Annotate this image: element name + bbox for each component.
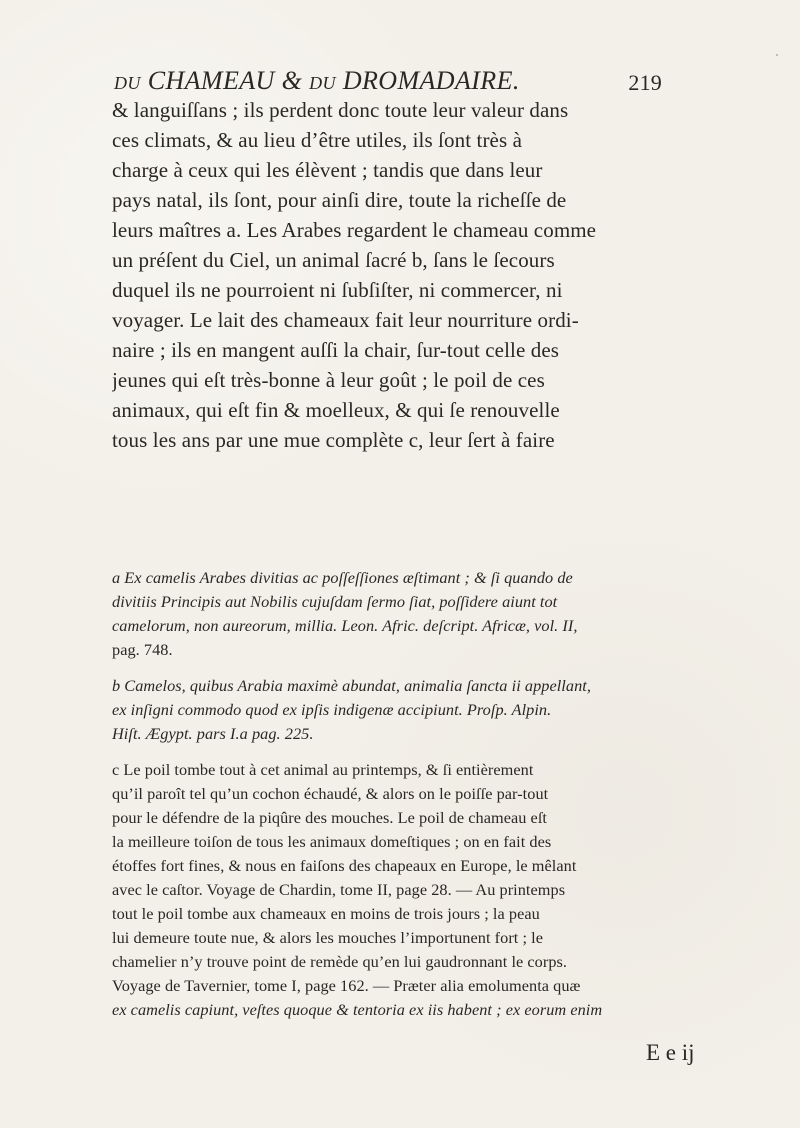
running-head-title: du CHAMEAU & du DROMADAIRE. <box>114 66 520 95</box>
main-line: leurs maîtres a. Les Arabes regardent le chameau comme <box>112 218 597 242</box>
main-line: animaux, qui eſt fin & moelleux, & qui ſe renouvelle <box>112 398 560 422</box>
footnote-line: chamelier n’y trouve point de remède qu’en lui gaudronnant le corps. <box>112 952 568 971</box>
main-line: naire ; ils en mangent auſſi la chair, ſur-tout celle des <box>112 338 560 362</box>
footnote-line: a Ex camelis Arabes divitias ac poſſeſſiones æſtimant ; & ſi quando de <box>112 568 573 587</box>
footnote-line: Voyage de Tavernier, tome I, page 162. — Præter alia emolumenta quæ <box>112 976 581 995</box>
main-line: pays natal, ils ſont, pour ainſi dire, toute la richeſſe de <box>112 188 567 212</box>
footnote-line: qu’il paroît tel qu’un cochon échaudé, & alors on le poiſſe par-tout <box>112 784 549 803</box>
running-head <box>114 66 662 100</box>
main-text <box>112 96 680 566</box>
footnote-line: pag. 748. <box>112 640 173 659</box>
main-line: duquel ils ne pourroient ni ſubſiſter, ni commercer, ni <box>112 278 563 302</box>
signature-mark: E e ij <box>646 1040 695 1065</box>
footnote-line: pour le défendre de la piqûre des mouches. Le poil de chameau eſt <box>112 808 547 827</box>
main-line: charge à ceux qui les élèvent ; tandis que dans leur <box>112 158 543 182</box>
main-line: & languiſſans ; ils perdent donc toute leur valeur dans <box>112 98 569 122</box>
main-line: voyager. Le lait des chameaux fait leur nourriture ordi- <box>112 308 579 332</box>
main-line: tous les ans par une mue complète c, leur ſert à faire <box>112 428 555 452</box>
page-number: 219 <box>628 70 662 95</box>
footnote-line: avec le caſtor. Voyage de Chardin, tome II, page 28. — Au printemps <box>112 880 566 899</box>
footnote-line: la meilleure toiſon de tous les animaux domeſtiques ; on en fait des <box>112 832 552 851</box>
footnote-line: lui demeure toute nue, & alors les mouches l’importunent fort ; le <box>112 928 544 947</box>
footnote-line: étoffes fort fines, & nous en faiſons des chapeaux en Europe, le mêlant <box>112 856 577 875</box>
main-line: un préſent du Ciel, un animal ſacré b, ſans le ſecours <box>112 248 555 272</box>
footnote-line: tout le poil tombe aux chameaux en moins de trois jours ; la peau <box>112 904 540 923</box>
footnote-line: b Camelos, quibus Arabia maximè abundat, animalia ſancta ii appellant, <box>112 676 591 695</box>
footnote-line: divitiis Principis aut Nobilis cujuſdam ſermo ſiat, poſſidere aiunt tot <box>112 592 558 611</box>
footnote-line: ex camelis capiunt, veſtes quoque & tentoria ex iis habent ; ex eorum enim <box>112 1000 603 1019</box>
main-line: jeunes qui eſt très-bonne à leur goût ; le poil de ces <box>112 368 545 392</box>
main-line: ces climats, & au lieu d’être utiles, ils ſont très à <box>112 128 523 152</box>
footnotes <box>112 566 680 1036</box>
footnote-line: ex inſigni commodo quod ex ipſis indigenæ accipiunt. Proſp. Alpin. <box>112 700 552 719</box>
paper-speck <box>776 54 778 56</box>
footnote-line: Hiſt. Ægypt. pars I.a pag. 225. <box>112 724 314 743</box>
footnote-line: camelorum, non aureorum, millia. Leon. Afric. deſcript. Africæ, vol. II, <box>112 616 578 635</box>
footnote-line: c Le poil tombe tout à cet animal au printemps, & ſi entièrement <box>112 760 534 779</box>
